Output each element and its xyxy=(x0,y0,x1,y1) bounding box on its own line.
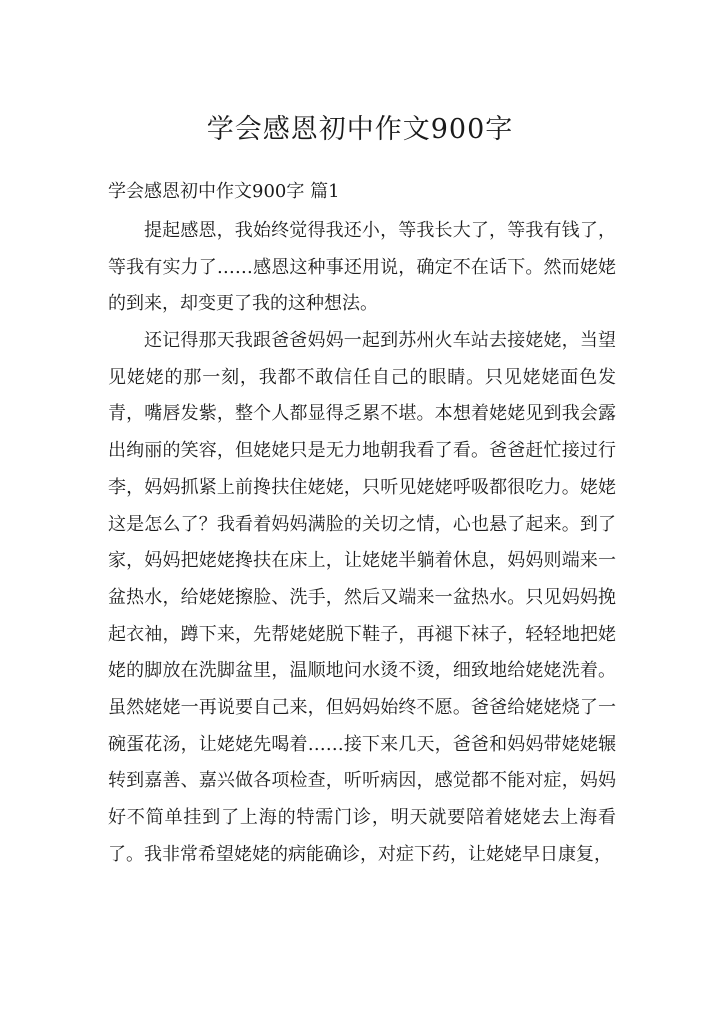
section-heading: 学会感恩初中作文900字 篇1 xyxy=(108,181,340,202)
paragraph-1: 提起感恩，我始终觉得我还小，等我长大了，等我有钱了，等我有实力了……感恩这种事还用说，确定不在话下。然而姥姥的到来，却变更了我的这种想法。 xyxy=(108,220,616,315)
paragraph-2: 还记得那天我跟爸爸妈妈一起到苏州火车站去接姥姥，当望见姥姥的那一刻，我都不敢信任自己的眼睛。只见姥姥面色发青，嘴唇发紫，整个人都显得乏累不堪。本想着姥姥见到我会露出绚丽的笑容，但姥姥只是无力地朝我看了看。爸爸赶忙接过行李，妈妈抓紧上前搀扶住姥姥，只听见姥姥呼吸都很吃力。姥姥这是怎么了？我看着妈妈满脸的关切之情，心也悬了起来。到了家，妈妈把姥姥搀扶在床上，让姥姥半躺着休息，妈妈则端来一盆热水，给姥姥擦脸、洗手，然后又端来一盆热水。只见妈妈挽起衣袖，蹲下来，先帮姥姥脱下鞋子，再褪下袜子，轻轻地把姥姥的脚放在洗脚盆里，温顺地问水烫不烫，细致地给姥姥洗着。虽然姥姥一再说要自己来，但妈妈始终不愿。爸爸给姥姥烧了一碗蛋花汤，让姥姥先喝着……接下来几天，爸爸和妈妈带姥姥辗转到嘉善、嘉兴做各项检查，听听病因，感觉都不能对症，妈妈好不简单挂到了上海的特需门诊，明天就要陪着姥姥去上海看了。我非常希望姥姥的病能确诊，对症下药，让姥姥早日康复， xyxy=(108,330,616,865)
document-title: 学会感恩初中作文900字 xyxy=(206,114,514,145)
